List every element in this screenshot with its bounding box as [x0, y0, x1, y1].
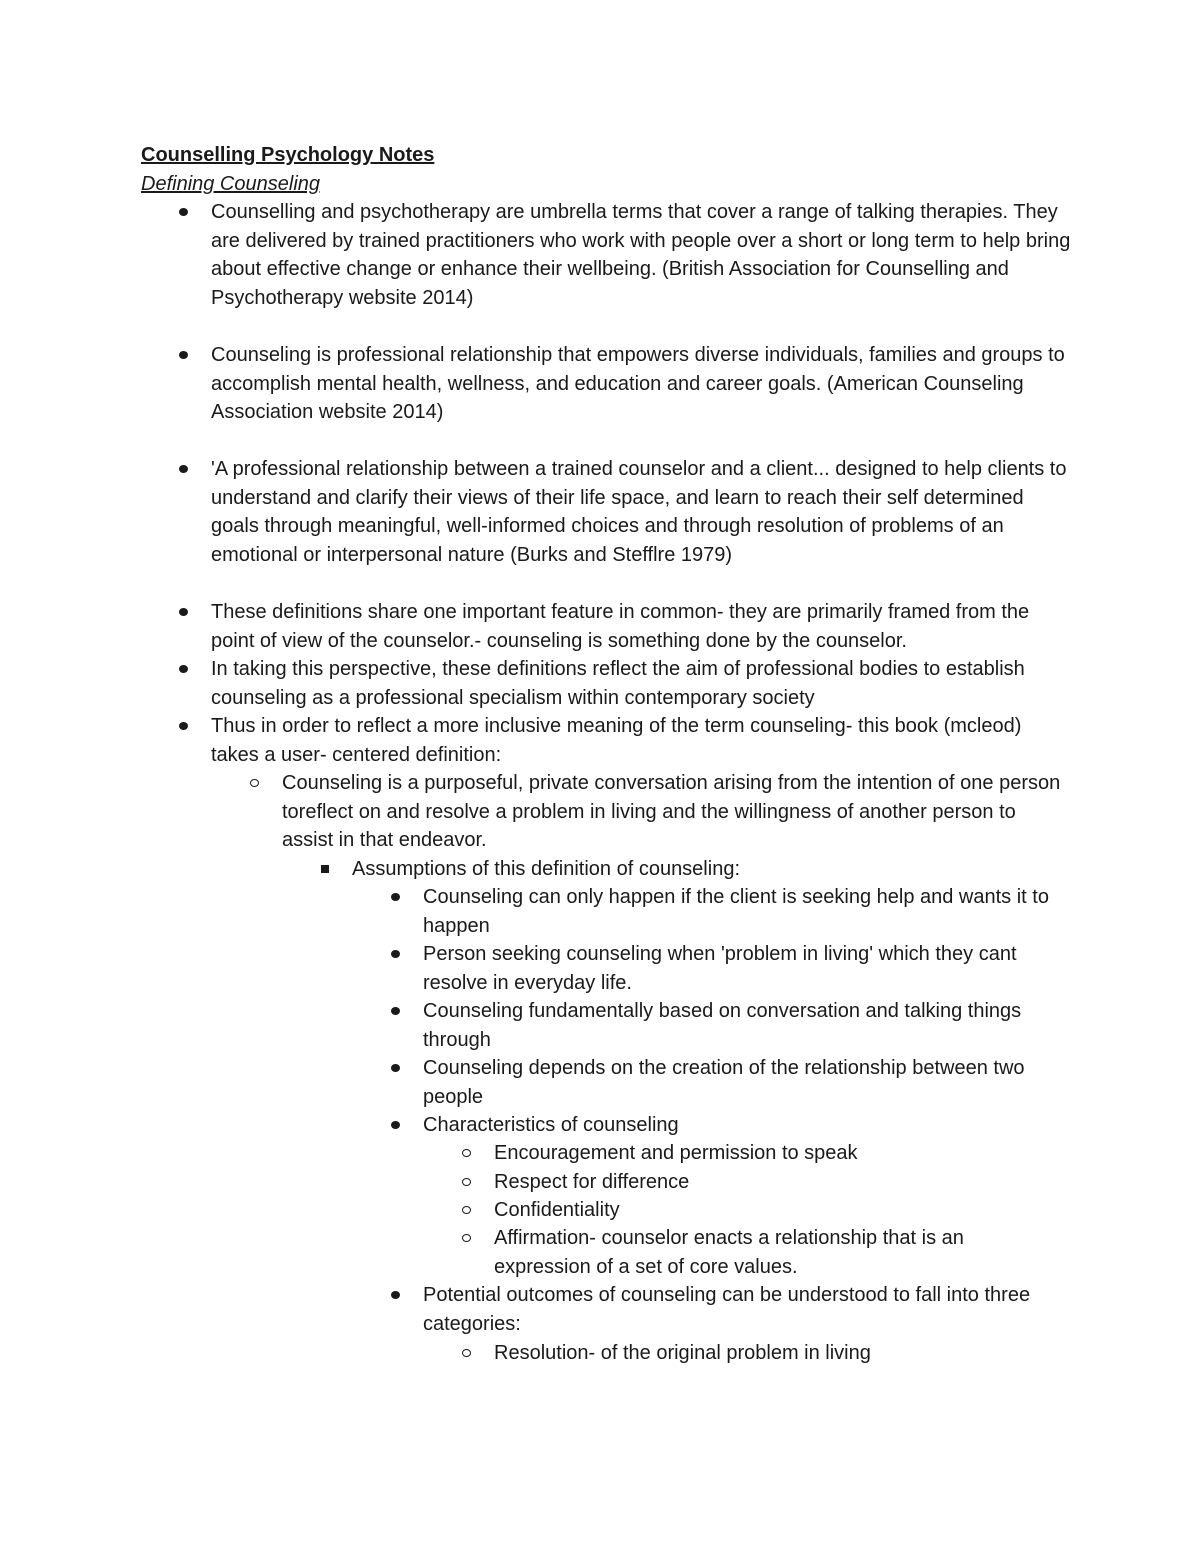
bullet-icon	[387, 940, 407, 969]
bullet-icon	[175, 198, 195, 227]
list-item-text: 'A professional relationship between a trained counselor and a client... designed to help clients to understand and clarify their views of their life space, and learn to reach their self determined goals through meaningful, well-informed choices and through resolution of problems of an emotional or interpersonal nature (Burks and Stefflre 1979)	[211, 458, 1067, 566]
list-item	[423, 1054, 1073, 1111]
circle-bullet-icon	[458, 1224, 478, 1253]
list-item	[211, 598, 1071, 655]
list-item-text: Affirmation- counselor enacts a relationship that is an expression of a set of core values.	[494, 1227, 964, 1278]
list-item-text: Thus in order to reflect a more inclusive meaning of the term counseling- this book (mcleod) takes a user- centered definition:	[211, 715, 1022, 766]
list-item	[494, 1139, 1074, 1168]
list-item	[282, 769, 1072, 855]
bullet-icon	[387, 1111, 407, 1140]
list-item	[494, 1196, 1074, 1225]
list-item-text: Confidentiality	[494, 1199, 620, 1221]
circle-bullet-icon	[246, 769, 266, 798]
bullet-icon	[175, 455, 195, 484]
list-item	[211, 455, 1071, 569]
list-item-text: Respect for difference	[494, 1171, 690, 1193]
list-item-text: Counseling is professional relationship that empowers diverse individuals, families and groups to accomplish mental health, wellness, and education and career goals. (American Counseling Association website 2014)	[211, 344, 1065, 423]
list-item	[423, 883, 1073, 940]
list-item-text: In taking this perspective, these definitions reflect the aim of professional bodies to establish counseling as a professional specialism within contemporary society	[211, 658, 1025, 709]
document-title: Counselling Psychology Notes	[141, 144, 435, 166]
circle-bullet-icon	[458, 1168, 478, 1197]
list-item	[494, 1224, 1024, 1281]
circle-bullet-icon	[458, 1339, 478, 1368]
list-item-text: Counseling depends on the creation of the relationship between two people	[423, 1057, 1025, 1108]
section-heading: Defining Counseling	[141, 173, 321, 195]
list-item-text: Resolution- of the original problem in living	[494, 1342, 871, 1364]
list-item	[423, 1281, 1073, 1338]
list-item	[211, 655, 1071, 712]
list-item	[423, 997, 1073, 1054]
list-item-text: Counseling fundamentally based on conversation and talking things through	[423, 1000, 1022, 1051]
list-item	[211, 198, 1071, 312]
list-item	[494, 1168, 1074, 1197]
list-item-text: Characteristics of counseling	[423, 1114, 679, 1136]
list-item-text: Potential outcomes of counseling can be understood to fall into three categories:	[423, 1284, 1031, 1335]
bullet-icon	[387, 883, 407, 912]
bullet-icon	[387, 1281, 407, 1310]
list-item-text: Assumptions of this definition of counseling:	[352, 858, 740, 880]
square-bullet-icon	[316, 855, 336, 884]
list-item	[423, 1111, 1073, 1140]
bullet-icon	[175, 598, 195, 627]
bullet-icon	[387, 997, 407, 1026]
list-item-text: Counseling is a purposeful, private conversation arising from the intention of one person toreflect on and resolve a problem in living and the willingness of another person to assist in that endeavor.	[282, 772, 1061, 851]
bullet-icon	[387, 1054, 407, 1083]
list-item	[352, 855, 1072, 884]
list-item-text: Counselling and psychotherapy are umbrella terms that cover a range of talking therapies. They are delivered by trained practitioners who work with people over a short or long term to help bring about effective change or enhance their wellbeing. (British Association for Counselling and Psychotherapy website 2014)	[211, 201, 1071, 309]
list-item-text: Person seeking counseling when 'problem in living' which they cant resolve in everyday life.	[423, 943, 1017, 994]
bullet-icon	[175, 341, 195, 370]
list-item	[494, 1339, 1074, 1368]
list-item	[211, 712, 1071, 769]
list-item-text: Counseling can only happen if the client is seeking help and wants it to happen	[423, 886, 1049, 937]
list-item-text: Encouragement and permission to speak	[494, 1142, 858, 1164]
bullet-icon	[175, 712, 195, 741]
bullet-icon	[175, 655, 195, 684]
circle-bullet-icon	[458, 1139, 478, 1168]
list-item-text: These definitions share one important feature in common- they are primarily framed from the point of view of the counselor.- counseling is something done by the counselor.	[211, 601, 1030, 652]
list-item	[423, 940, 1073, 997]
circle-bullet-icon	[458, 1196, 478, 1225]
list-item	[211, 341, 1071, 427]
